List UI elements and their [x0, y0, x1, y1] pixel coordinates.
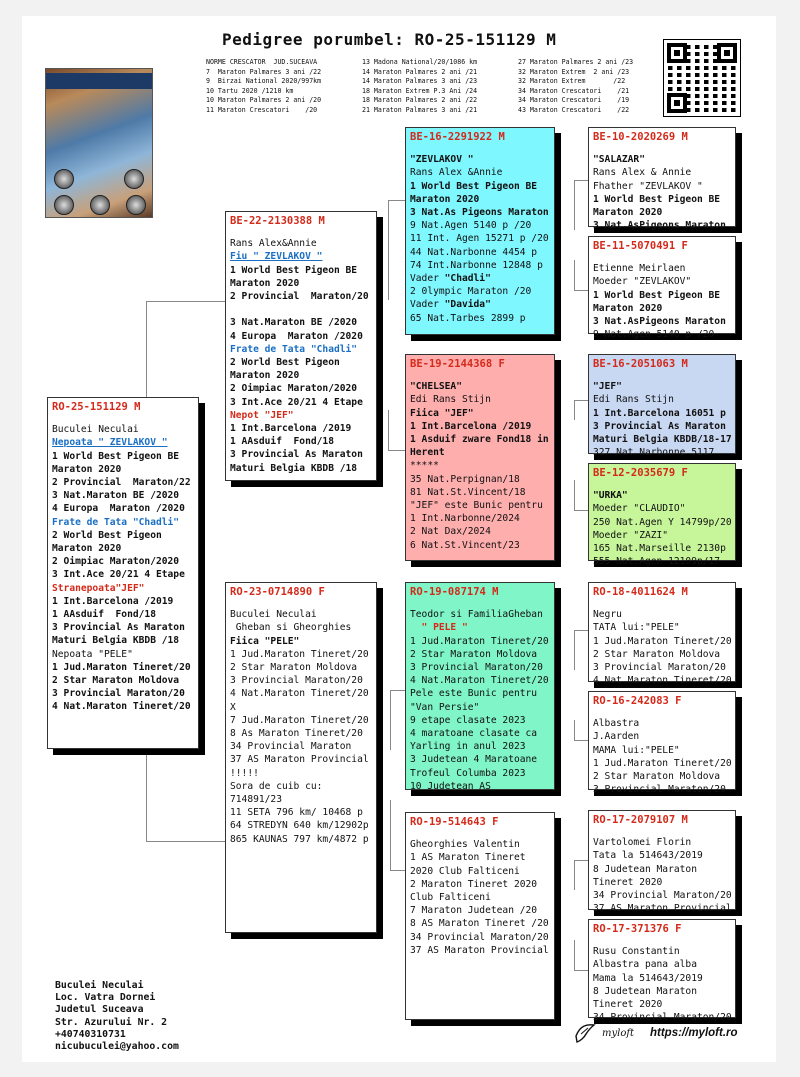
pedigree-line: Edi Rans Stijn [593, 394, 674, 406]
pigeon-card-sire-sire-sire[interactable] [588, 127, 736, 232]
ring-number: RO-19-087174 M [410, 586, 499, 598]
pedigree-line: 2020 Club Falticeni [410, 865, 520, 877]
norme-column-2 [362, 58, 477, 116]
pedigree-line: 9 Nat.Agen 5140 p /20 [593, 329, 715, 341]
norme-line: 32 Maraton Extrem 2 ani /23 [518, 67, 630, 76]
pedigree-line: 74 Int.Narbonne 12848 p [410, 259, 543, 271]
pedigree-line: 1 World Best Pigeon BE [410, 180, 538, 192]
breeder-address: Buculei Neculai Loc. Vatra Dornei Judetul Suceava Str. Azurului Nr. 2 +40740310731 nicubuculei@yahoo.com [55, 980, 179, 1053]
pedigree-line: Sora de cuib cu: [230, 780, 323, 792]
pedigree-line: 1 World Best Pigeon BE [52, 450, 180, 462]
connector-line [574, 940, 575, 970]
pedigree-line: 1 World Best Pigeon BE [593, 193, 721, 205]
norme-line: 14 Maraton Palmares 3 ani /23 [362, 77, 478, 86]
pedigree-line: 7 Jud.Maraton Tineret/20 [230, 714, 369, 726]
ring-number: BE-22-2130388 M [230, 215, 325, 227]
pedigree-line: Buculei Neculai [230, 609, 317, 621]
pedigree-line: Tata la 514643/2019 [593, 850, 703, 862]
pedigree-line: 4 Europa Maraton /2020 [52, 503, 185, 515]
pedigree-line: Albastra pana alba [593, 959, 697, 971]
pedigree-line: 9 Nat.Agen 5140 p /20 [410, 220, 532, 232]
pedigree-line: Club Falticeni [410, 892, 491, 904]
pedigree-line: 2 World Best Pigeon [230, 357, 340, 369]
pedigree-line: 35 Nat.Perpignan/18 [410, 473, 520, 485]
ring-number: RO-17-2079107 M [593, 814, 688, 826]
pedigree-line: 44 Nat.Narbonne 4454 p [410, 246, 538, 258]
norme-line: 34 Maraton Crescatori /19 [518, 96, 630, 105]
pedigree-line: Fiica "PELE" [230, 635, 300, 647]
pedigree-line: Maraton 2020 [52, 463, 122, 475]
pedigree-line: 9 etape clasate 2023 [410, 714, 526, 726]
pedigree-line: J.Aarden [593, 731, 640, 743]
pedigree-line: 10 Judetean AS [410, 780, 491, 792]
pedigree-line: Tineret 2020 [593, 876, 663, 888]
pedigree-line: 2 Star Maraton Moldova [593, 648, 721, 660]
norme-line: NORME CRESCATOR JUD.SUCEAVA [206, 58, 318, 66]
norme-line: 7 Maraton Palmares 3 ani /22 [206, 67, 322, 76]
connector-line [146, 301, 225, 302]
connector-line [390, 690, 391, 750]
pedigree-line: 1 Int.Barcelona /2019 [230, 423, 352, 435]
connector-line [574, 630, 588, 631]
pedigree-line: 2 World Best Pigeon [52, 529, 162, 541]
connector-line [574, 510, 588, 511]
pedigree-line: 3 Nat.Maraton BE /2020 [52, 490, 180, 502]
pedigree-line: Teodor si FamiliaGheban [410, 609, 543, 621]
norme-line: 32 Maraton Extrem /22 [518, 77, 626, 86]
pedigree-line: Fiu " ZEVLAKOV " [230, 251, 323, 263]
pedigree-line: 165 Nat.Marseille 2130p [593, 543, 726, 555]
pedigree-line: Mama la 514643/2019 [593, 972, 703, 984]
pedigree-line: 4 Nat.Maraton Tineret/20 [410, 675, 549, 687]
ring-number: BE-11-5070491 F [593, 240, 688, 252]
pedigree-line: ***** [410, 460, 439, 472]
pedigree-line: 2 Oimpiac Maraton/2020 [230, 383, 358, 395]
pedigree-line: Maraton 2020 [410, 193, 480, 205]
pedigree-line: 8 AS Maraton Tineret /20 [410, 918, 549, 930]
pedigree-line: 2 Oimpiac Maraton/2020 [52, 556, 180, 568]
pedigree-line: 81 Nat.St.Vincent/18 [410, 486, 526, 498]
connector-line [574, 180, 588, 181]
connector-line [574, 290, 588, 291]
pedigree-line: "ZEVLAKOV " [410, 154, 474, 166]
norme-line: 11 Maraton Crescatori /20 [206, 105, 318, 114]
pedigree-line: 1 World Best Pigeon BE [230, 264, 358, 276]
pedigree-line: Trofeul Columba 2023 [410, 767, 526, 779]
pedigree-line: 3 Nat.Maraton BE /2020 [230, 317, 358, 329]
pedigree-line: Rans Alex & Annie [593, 167, 692, 179]
pedigree-line: Maraton 2020 [52, 543, 122, 555]
pedigree-line: 555 Nat.Agen 12109p/17 [593, 556, 721, 568]
pedigree-line: TATA lui:"PELE" [593, 622, 680, 634]
connector-line [574, 260, 575, 290]
pedigree-line: 37 AS Maraton Provincial [230, 754, 369, 766]
pedigree-line: 1 AS Maraton Tineret [410, 852, 526, 864]
pedigree-line: Moeder "CLAUDIO" [593, 503, 686, 515]
pedigree-line: 1 AAsduif Fond/18 [230, 436, 334, 448]
pedigree-line: Gheorghies Valentin [410, 839, 520, 851]
pedigree-line: 3 Provincial As Maraton [52, 622, 185, 634]
connector-line [574, 400, 588, 401]
connector-line [574, 970, 588, 971]
pigeon-card-dam-sire[interactable] [405, 582, 555, 790]
pedigree-line: Maturi Belgia KBDB /18 [52, 635, 180, 647]
ring-number: RO-23-0714890 F [230, 586, 325, 598]
pedigree-line: 3 Judetean 4 Maratoane [410, 754, 538, 766]
norme-line: 34 Maraton Crescatori /21 [518, 86, 630, 95]
pedigree-line: 865 KAUNAS 797 km/4872 p [230, 833, 369, 845]
pedigree-line: Herent [410, 447, 445, 459]
norme-line: 10 Maraton Palmares 2 ani /20 [206, 96, 322, 105]
pedigree-line: Maturi Belgia KBDB/18-17 [593, 434, 732, 446]
pedigree-line: 1 Int.Narbonne/2024 [410, 513, 520, 525]
pedigree-line: 34 Provincial Maraton/20 [593, 1012, 732, 1024]
pedigree-line: X [230, 701, 236, 713]
pedigree-line: 1 Int.Barcelona 16051 p [593, 407, 726, 419]
ring-number: BE-10-2020269 M [593, 131, 688, 143]
pedigree-line: 11 Int. Agen 15271 p /20 [410, 233, 549, 245]
pedigree-line: !!!!! [230, 767, 259, 779]
pedigree-line: 2 Star Maraton Moldova [593, 771, 721, 783]
pedigree-line: 2 Provincial Maraton/20 [230, 291, 369, 303]
pedigree-line: Nepoata "PELE" [52, 648, 133, 660]
pedigree-line: 3 Provincial Maraton/20 [593, 662, 726, 674]
pedigree-line: 2 Star Maraton Moldova [52, 675, 180, 687]
connector-line [574, 630, 575, 670]
pedigree-line: 4 Nat.Maraton Tineret/20 [593, 675, 732, 687]
pedigree-line: 3 Provincial Maraton/20 [593, 784, 726, 796]
pedigree-line: Frate de Tata "Chadli" [52, 516, 180, 528]
pedigree-line: Moeder "ZAZI" [593, 529, 669, 541]
pedigree-line: Edi Rans Stijn [410, 394, 491, 406]
norme-line: 27 Maraton Palmares 2 ani /23 [518, 58, 634, 66]
norme-line: 9 Birzai National 2020/997km [206, 77, 322, 86]
pedigree-line: Rans Alex &Annie [410, 167, 503, 179]
connector-line [574, 720, 575, 740]
pedigree-line: 714891/23 [230, 794, 282, 806]
pedigree-line: 6 Nat.St.Vincent/23 [410, 539, 520, 551]
pedigree-line: 65 Nat.Tarbes 2899 p [410, 312, 526, 324]
pedigree-line: 64 STREDYN 640 km/12902p [230, 820, 369, 832]
pedigree-line: 4 Nat.Maraton Tineret/20 [52, 701, 191, 713]
pedigree-line: Fhather "ZEVLAKOV " [593, 180, 703, 192]
pedigree-line: 1 World Best Pigeon BE [593, 289, 721, 301]
pedigree-line: "CHELSEA" [410, 381, 462, 393]
loft-photo [45, 68, 153, 218]
norme-line: 13 Madona National/20/1086 km [362, 58, 478, 66]
connector-line [146, 748, 147, 841]
pedigree-line: 3 Provincial As Maraton [230, 449, 363, 461]
pedigree-line: MAMA lui:"PELE" [593, 744, 680, 756]
pedigree-line: Fiica "JEF" [410, 407, 474, 419]
ring-number: RO-25-151129 M [52, 401, 141, 413]
pedigree-line: Tineret 2020 [593, 999, 663, 1011]
pedigree-line: Gheban si Gheorghies [230, 622, 352, 634]
pedigree-line: 2 Star Maraton Moldova [410, 648, 538, 660]
pigeon-card-dam-dam-sire[interactable] [588, 810, 736, 915]
pedigree-line: 1 Int.Barcelona /2019 [410, 420, 532, 432]
connector-line [574, 180, 575, 230]
pedigree-line: Frate de Tata "Chadli" [230, 343, 358, 355]
pedigree-line: 1 Jud.Maraton Tineret/20 [230, 648, 369, 660]
pedigree-line: 8 Judetean Maraton [593, 985, 697, 997]
pedigree-line: 3 Int.Ace 20/21 4 Etape [230, 396, 363, 408]
pedigree-line: 3 Nat.AsPigeons Maraton [593, 316, 726, 328]
pigeon-card-sire-dam[interactable] [405, 354, 555, 561]
norme-column-3 [518, 58, 633, 116]
pedigree-line: Buculei Neculai [52, 424, 139, 436]
pedigree-line: Rans Alex&Annie [230, 238, 317, 250]
pedigree-line: Nepot "JEF" [230, 409, 294, 421]
pedigree-line: Maraton 2020 [593, 302, 663, 314]
pigeon-card-subject[interactable] [47, 397, 199, 749]
pigeon-card-sire[interactable] [225, 211, 377, 481]
pedigree-line: 1 Int.Barcelona /2019 [52, 595, 174, 607]
pedigree-line: Vartolomei Florin [593, 837, 692, 849]
norme-line: 21 Maraton Palmares 3 ani /21 [362, 105, 478, 114]
pedigree-line: Moeder "ZEVLAKOV" [593, 276, 692, 288]
pedigree-line-name: "Davida" [444, 299, 491, 311]
pedigree-line: Rusu Constantin [593, 946, 680, 958]
pedigree-line: 4 maratoane clasate ca [410, 728, 538, 740]
pedigree-line: Albastra [593, 718, 640, 730]
page-title: Pedigree porumbel: RO-25-151129 M [222, 30, 557, 49]
pedigree-line: 1 Jud.Maraton Tineret/20 [410, 635, 549, 647]
pedigree-line-prefix: Vader [410, 299, 445, 311]
pedigree-line-prefix: Vader [410, 273, 445, 285]
pedigree-line: Negru [593, 609, 622, 621]
pedigree-line: 3 Provincial Maraton/20 [230, 675, 363, 687]
connector-line [146, 841, 225, 842]
pedigree-line: 2 Maraton Tineret 2020 [410, 878, 538, 890]
pedigree-line [410, 272, 550, 285]
pigeon-card-dam-dam-dam[interactable] [588, 919, 736, 1024]
connector-line [390, 800, 391, 870]
connector-line [388, 200, 405, 201]
pedigree-line: 2 Provincial Maraton/22 [52, 477, 191, 489]
norme-line: 14 Maraton Palmares 2 ani /21 [362, 67, 478, 76]
connector-line [388, 450, 405, 451]
pedigree-line: 11 SETA 796 km/ 10468 p [230, 807, 363, 819]
pedigree-line: Nepoata " ZEVLAKOV " [52, 437, 168, 449]
connector-line [574, 740, 588, 741]
qr-code-icon [664, 40, 740, 116]
norme-line: 18 Maraton Extrem P.3 Ani /24 [362, 86, 478, 95]
pigeon-card-dam-sire-dam[interactable] [588, 691, 736, 796]
connector-line [388, 410, 389, 450]
pedigree-line: 2 0lympic Maraton /20 [410, 286, 532, 298]
pedigree-line [410, 298, 550, 311]
pedigree-line: 1 Jud.Maraton Tineret/20 [52, 661, 191, 673]
website-link[interactable]: https://myloft.ro [650, 1027, 738, 1039]
pigeon-card-dam-dam[interactable] [405, 812, 555, 1020]
ring-number: BE-12-2035679 F [593, 467, 688, 479]
connector-line [574, 400, 575, 420]
pigeon-card-sire-dam-dam[interactable] [588, 463, 736, 568]
ring-number: RO-18-4011624 M [593, 586, 688, 598]
pedigree-line: 4 Europa Maraton /2020 [230, 330, 363, 342]
pedigree-line: 1 Jud.Maraton Tineret/20 [593, 757, 732, 769]
pigeon-card-dam-sire-sire[interactable] [588, 582, 736, 687]
norme-line: 10 Tartu 2020 /1210 km [206, 86, 294, 95]
pedigree-line: "JEF" este Bunic pentru [410, 500, 543, 512]
pedigree-line: "SALAZAR" [593, 154, 645, 166]
pedigree-line: 3 Nat.As Pigeons Maraton [410, 207, 549, 219]
pigeon-card-sire-sire-dam[interactable] [588, 236, 736, 341]
pedigree-line: 7 Maraton Judetean /20 [410, 905, 538, 917]
pigeon-logo-icon [574, 1022, 596, 1044]
pigeon-card-sire-dam-sire[interactable] [588, 354, 736, 459]
ring-number: RO-17-371376 F [593, 923, 682, 935]
pedigree-line: 34 Provincial Maraton/20 [410, 931, 549, 943]
pedigree-line: Maraton 2020 [230, 370, 300, 382]
ring-number: RO-16-242083 F [593, 695, 682, 707]
logo-text: myloft [602, 1027, 635, 1039]
pedigree-line: Stranepoata"JEF" [52, 582, 145, 594]
pedigree-line: 4 Nat.Maraton Tineret/20 [230, 688, 369, 700]
pedigree-line [230, 303, 372, 316]
pedigree-line-name: "Chadli" [444, 273, 491, 285]
pedigree-line: 3 Provincial As Maraton [593, 420, 726, 432]
pigeon-card-sire-sire[interactable] [405, 127, 555, 335]
norme-column-1 [206, 58, 321, 116]
pedigree-line: 3 Provincial Maraton/20 [52, 688, 185, 700]
ring-number: BE-16-2291922 M [410, 131, 505, 143]
pedigree-line: Yarling in anul 2023 [410, 741, 526, 753]
pedigree-line: 37 AS Maraton Provincial [410, 944, 549, 956]
pigeon-card-dam[interactable] [225, 582, 377, 933]
pedigree-line: Maturi Belgia KBDB /18 [230, 462, 358, 474]
pedigree-line: 3 Int.Ace 20/21 4 Etape [52, 569, 185, 581]
norme-line: 43 Maraton Crescatori /22 [518, 105, 630, 114]
pedigree-line: " PELE " [410, 622, 468, 634]
pedigree-line: 2 Nat Dax/2024 [410, 526, 491, 538]
pedigree-line: 327 Nat.Narbonne 5117 [593, 447, 715, 459]
pedigree-line: 8 As Maraton Tineret/20 [230, 728, 363, 740]
ring-number: BE-16-2051063 M [593, 358, 688, 370]
pedigree-line: "URKA" [593, 490, 628, 502]
pedigree-line: Maraton 2020 [230, 277, 300, 289]
connector-line [574, 860, 575, 890]
connector-line [574, 860, 588, 861]
ring-number: BE-19-2144368 F [410, 358, 505, 370]
pedigree-line: 1 AAsduif Fond/18 [52, 609, 156, 621]
pedigree-line: 34 Provincial Maraton [230, 741, 352, 753]
pedigree-line: Pele este Bunic pentru [410, 688, 538, 700]
pedigree-line: "JEF" [593, 381, 622, 393]
pedigree-line: 250 Nat.Agen Y 14799p/20 [593, 516, 732, 528]
ring-number: RO-19-514643 F [410, 816, 499, 828]
pedigree-line: Maraton 2020 [593, 207, 663, 219]
pedigree-line: 2 Star Maraton Moldova [230, 662, 358, 674]
pedigree-line: 1 Asduif zware Fond18 in [410, 434, 549, 446]
pedigree-line: Etienne Meirlaen [593, 263, 686, 275]
pedigree-line: 1 Jud.Maraton Tineret/20 [593, 635, 732, 647]
pedigree-line: 37 AS Maraton Provincial [593, 903, 732, 915]
norme-line: 18 Maraton Palmares 2 ani /22 [362, 96, 478, 105]
connector-line [574, 480, 575, 510]
connector-line [388, 200, 389, 300]
pedigree-line: 8 Judetean Maraton [593, 863, 697, 875]
pedigree-line: 3 Provincial Maraton/20 [410, 662, 543, 674]
connector-line [390, 870, 405, 871]
pedigree-line: 3 Nat.AsPigeons Maraton [593, 220, 726, 232]
pedigree-line: 34 Provincial Maraton/20 [593, 890, 732, 902]
pedigree-line: "Van Persie" [410, 701, 480, 713]
myloft-logo [574, 1022, 634, 1044]
connector-line [390, 690, 405, 691]
